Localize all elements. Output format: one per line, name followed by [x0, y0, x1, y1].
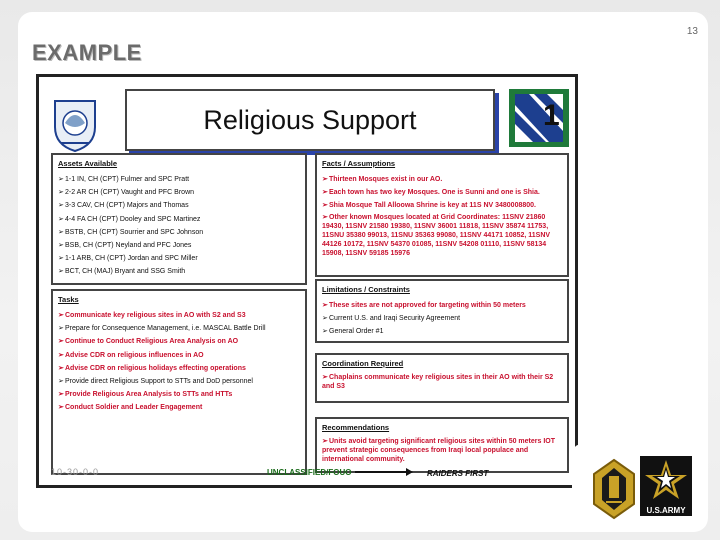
assets-item-text: 1-1 ARB, CH (CPT) Jordan and SPC Miller — [65, 255, 198, 263]
tasks-item-text: Advise CDR on religious influences in AO — [65, 351, 204, 359]
arrow-bullet-icon: ➢ — [58, 325, 64, 333]
unit-motto: RAIDERS FIRST — [427, 469, 489, 478]
recommendations-item — [322, 437, 562, 464]
arrow-bullet-icon: ➢ — [58, 391, 64, 399]
arrow-bullet-icon: ➢ — [322, 176, 328, 183]
assets-item — [58, 239, 300, 252]
footer-arrow-line — [355, 471, 407, 473]
arrow-right-icon — [406, 468, 413, 476]
tasks-item-text: Communicate key religious sites in AO with S2 and S3 — [65, 312, 246, 319]
tasks-item-text: Prepare for Consequence Management, i.e. MASCAL Battle Drill — [65, 325, 266, 333]
assets-item-text: 1-1 IN, CH (CPT) Fulmer and SPC Pratt — [65, 176, 190, 183]
arrow-bullet-icon: ➢ — [58, 351, 64, 359]
tasks-item-text: Continue to Conduct Religious Area Analysis on AO — [65, 338, 239, 346]
slide-image-frame — [36, 74, 578, 488]
assets-heading: Assets Available — [58, 159, 118, 168]
arrow-bullet-icon: ➢ — [322, 374, 328, 381]
limitations-panel — [315, 279, 569, 343]
assets-item-text: 3-3 CAV, CH (CPT) Majors and Thomas — [65, 202, 189, 210]
assets-item — [58, 213, 300, 226]
slide-header — [125, 89, 495, 151]
arrow-bullet-icon: ➢ — [322, 438, 328, 445]
arrow-bullet-icon: ➢ — [58, 364, 64, 372]
arrow-bullet-icon: ➢ — [322, 328, 328, 336]
limitations-heading: Limitations / Constraints — [322, 285, 410, 294]
coordination-panel — [315, 353, 569, 403]
tasks-item — [58, 375, 300, 388]
tasks-item-text: Provide Religious Area Analysis to STTs and HTTs — [65, 391, 233, 399]
arrow-bullet-icon: ➢ — [322, 189, 328, 197]
recommendations-item-text: Units avoid targeting significant religious sites within 50 meters IOT prevent strategic consequences from Iraqi local populace and international community. — [322, 438, 555, 463]
assets-item-text: 2-2 AR CH (CPT) Vaught and PFC Brown — [65, 189, 195, 197]
facts-item — [322, 213, 562, 258]
limitations-item-text: General Order #1 — [329, 328, 384, 336]
army-wordmark: U.S.ARMY — [646, 506, 686, 515]
tasks-item — [58, 362, 300, 375]
arrow-bullet-icon: ➢ — [58, 228, 64, 236]
arrow-bullet-icon: ➢ — [58, 202, 64, 210]
assets-item — [58, 199, 300, 212]
arrow-bullet-icon: ➢ — [58, 338, 64, 346]
tasks-item-text: Advise CDR on religious holidays effecting operations — [65, 364, 246, 372]
limitations-item-text: Current U.S. and Iraqi Security Agreement — [329, 315, 461, 323]
example-heading: EXAMPLE — [32, 40, 142, 65]
arrow-bullet-icon: ➢ — [58, 242, 64, 250]
assets-item — [58, 173, 300, 186]
arrow-bullet-icon: ➢ — [322, 202, 328, 210]
facts-item-text: Other known Mosques located at Grid Coordinates: 11SNV 21860 19430, 11SNV 21580 19380, 11SNV 36001 11818, 11SNV 35874 11753, 11SNU 35380 99013, 11SNU 35363 99080, 11SNV 44171 10852, 11SNV 44126 10172, 11SNV 54370 01085, 11SNV 54208 01110, 11SNV 58134 15908, 11SNV 59185 15976 — [322, 213, 551, 257]
facts-item — [322, 199, 562, 212]
facts-item — [322, 173, 562, 186]
facts-item-text: Each town has two key Mosques. One is Sunni and one is Shia. — [329, 189, 540, 197]
arrow-bullet-icon: ➢ — [58, 189, 64, 197]
footer-left-text: 10-30-0-0 — [51, 467, 100, 477]
limitations-item-text: These sites are not approved for targeting within 50 meters — [329, 302, 526, 309]
page-number: 13 — [686, 26, 698, 37]
classification-marking: UNCLASSIFIED/FOUO — [267, 468, 352, 477]
assets-item — [58, 186, 300, 199]
coordination-heading: Coordination Required — [322, 359, 404, 368]
arrow-bullet-icon: ➢ — [58, 176, 64, 183]
facts-panel — [315, 153, 569, 277]
assets-item-text: BSB, CH (CPT) Neyland and PFC Jones — [65, 242, 192, 250]
assets-item — [58, 252, 300, 265]
tasks-item — [58, 322, 300, 335]
arrow-bullet-icon: ➢ — [58, 268, 64, 276]
assets-item — [58, 226, 300, 239]
tasks-heading: Tasks — [58, 295, 79, 304]
coordination-item — [322, 373, 562, 391]
tasks-item-text: Provide direct Religious Support to STTs and DoD personnel — [65, 378, 253, 386]
arrow-bullet-icon: ➢ — [58, 404, 64, 412]
university-emblem-icon — [592, 458, 636, 520]
limitations-item — [322, 299, 562, 312]
arrow-bullet-icon: ➢ — [58, 312, 64, 319]
tasks-item-text: Conduct Soldier and Leader Engagement — [65, 404, 203, 412]
arrow-bullet-icon: ➢ — [322, 315, 328, 323]
coordination-item-text: Chaplains communicate key religious sites in their AO with their S2 and S3 — [322, 374, 554, 390]
arrow-bullet-icon: ➢ — [322, 302, 328, 309]
tasks-item — [58, 349, 300, 362]
arrow-bullet-icon: ➢ — [322, 213, 328, 221]
limitations-item — [322, 312, 562, 325]
assets-item-text: BSTB, CH (CPT) Sourrier and SPC Johnson — [65, 228, 204, 236]
facts-item-text: Thirteen Mosques exist in our AO. — [329, 176, 443, 183]
page-title: Religious Support — [203, 104, 417, 135]
tasks-item — [58, 335, 300, 348]
arrow-bullet-icon: ➢ — [58, 255, 64, 263]
facts-item — [322, 186, 562, 199]
assets-panel — [51, 153, 307, 285]
arrow-bullet-icon: ➢ — [58, 378, 64, 386]
facts-heading: Facts / Assumptions — [322, 159, 396, 168]
assets-item — [58, 265, 300, 278]
limitations-item — [322, 325, 562, 338]
patch-numeral: 1 — [543, 99, 560, 132]
assets-item-text: 4-4 FA CH (CPT) Dooley and SPC Martinez — [65, 215, 201, 223]
army-star-icon — [640, 456, 692, 516]
division-patch-icon — [509, 89, 569, 147]
recommendations-heading: Recommendations — [322, 423, 390, 432]
arrow-bullet-icon: ➢ — [58, 215, 64, 223]
tasks-item — [58, 401, 300, 414]
tasks-item — [58, 388, 300, 401]
facts-item-text: Shia Mosque Tall Alloowa Shrine is key at 11S NV 3480008800. — [329, 202, 536, 210]
assets-item-text: BCT, CH (MAJ) Bryant and SSG Smith — [65, 268, 186, 276]
tasks-item — [58, 309, 300, 322]
unit-crest-icon — [51, 97, 99, 153]
recommendations-panel — [315, 417, 569, 473]
tasks-panel — [51, 289, 307, 475]
